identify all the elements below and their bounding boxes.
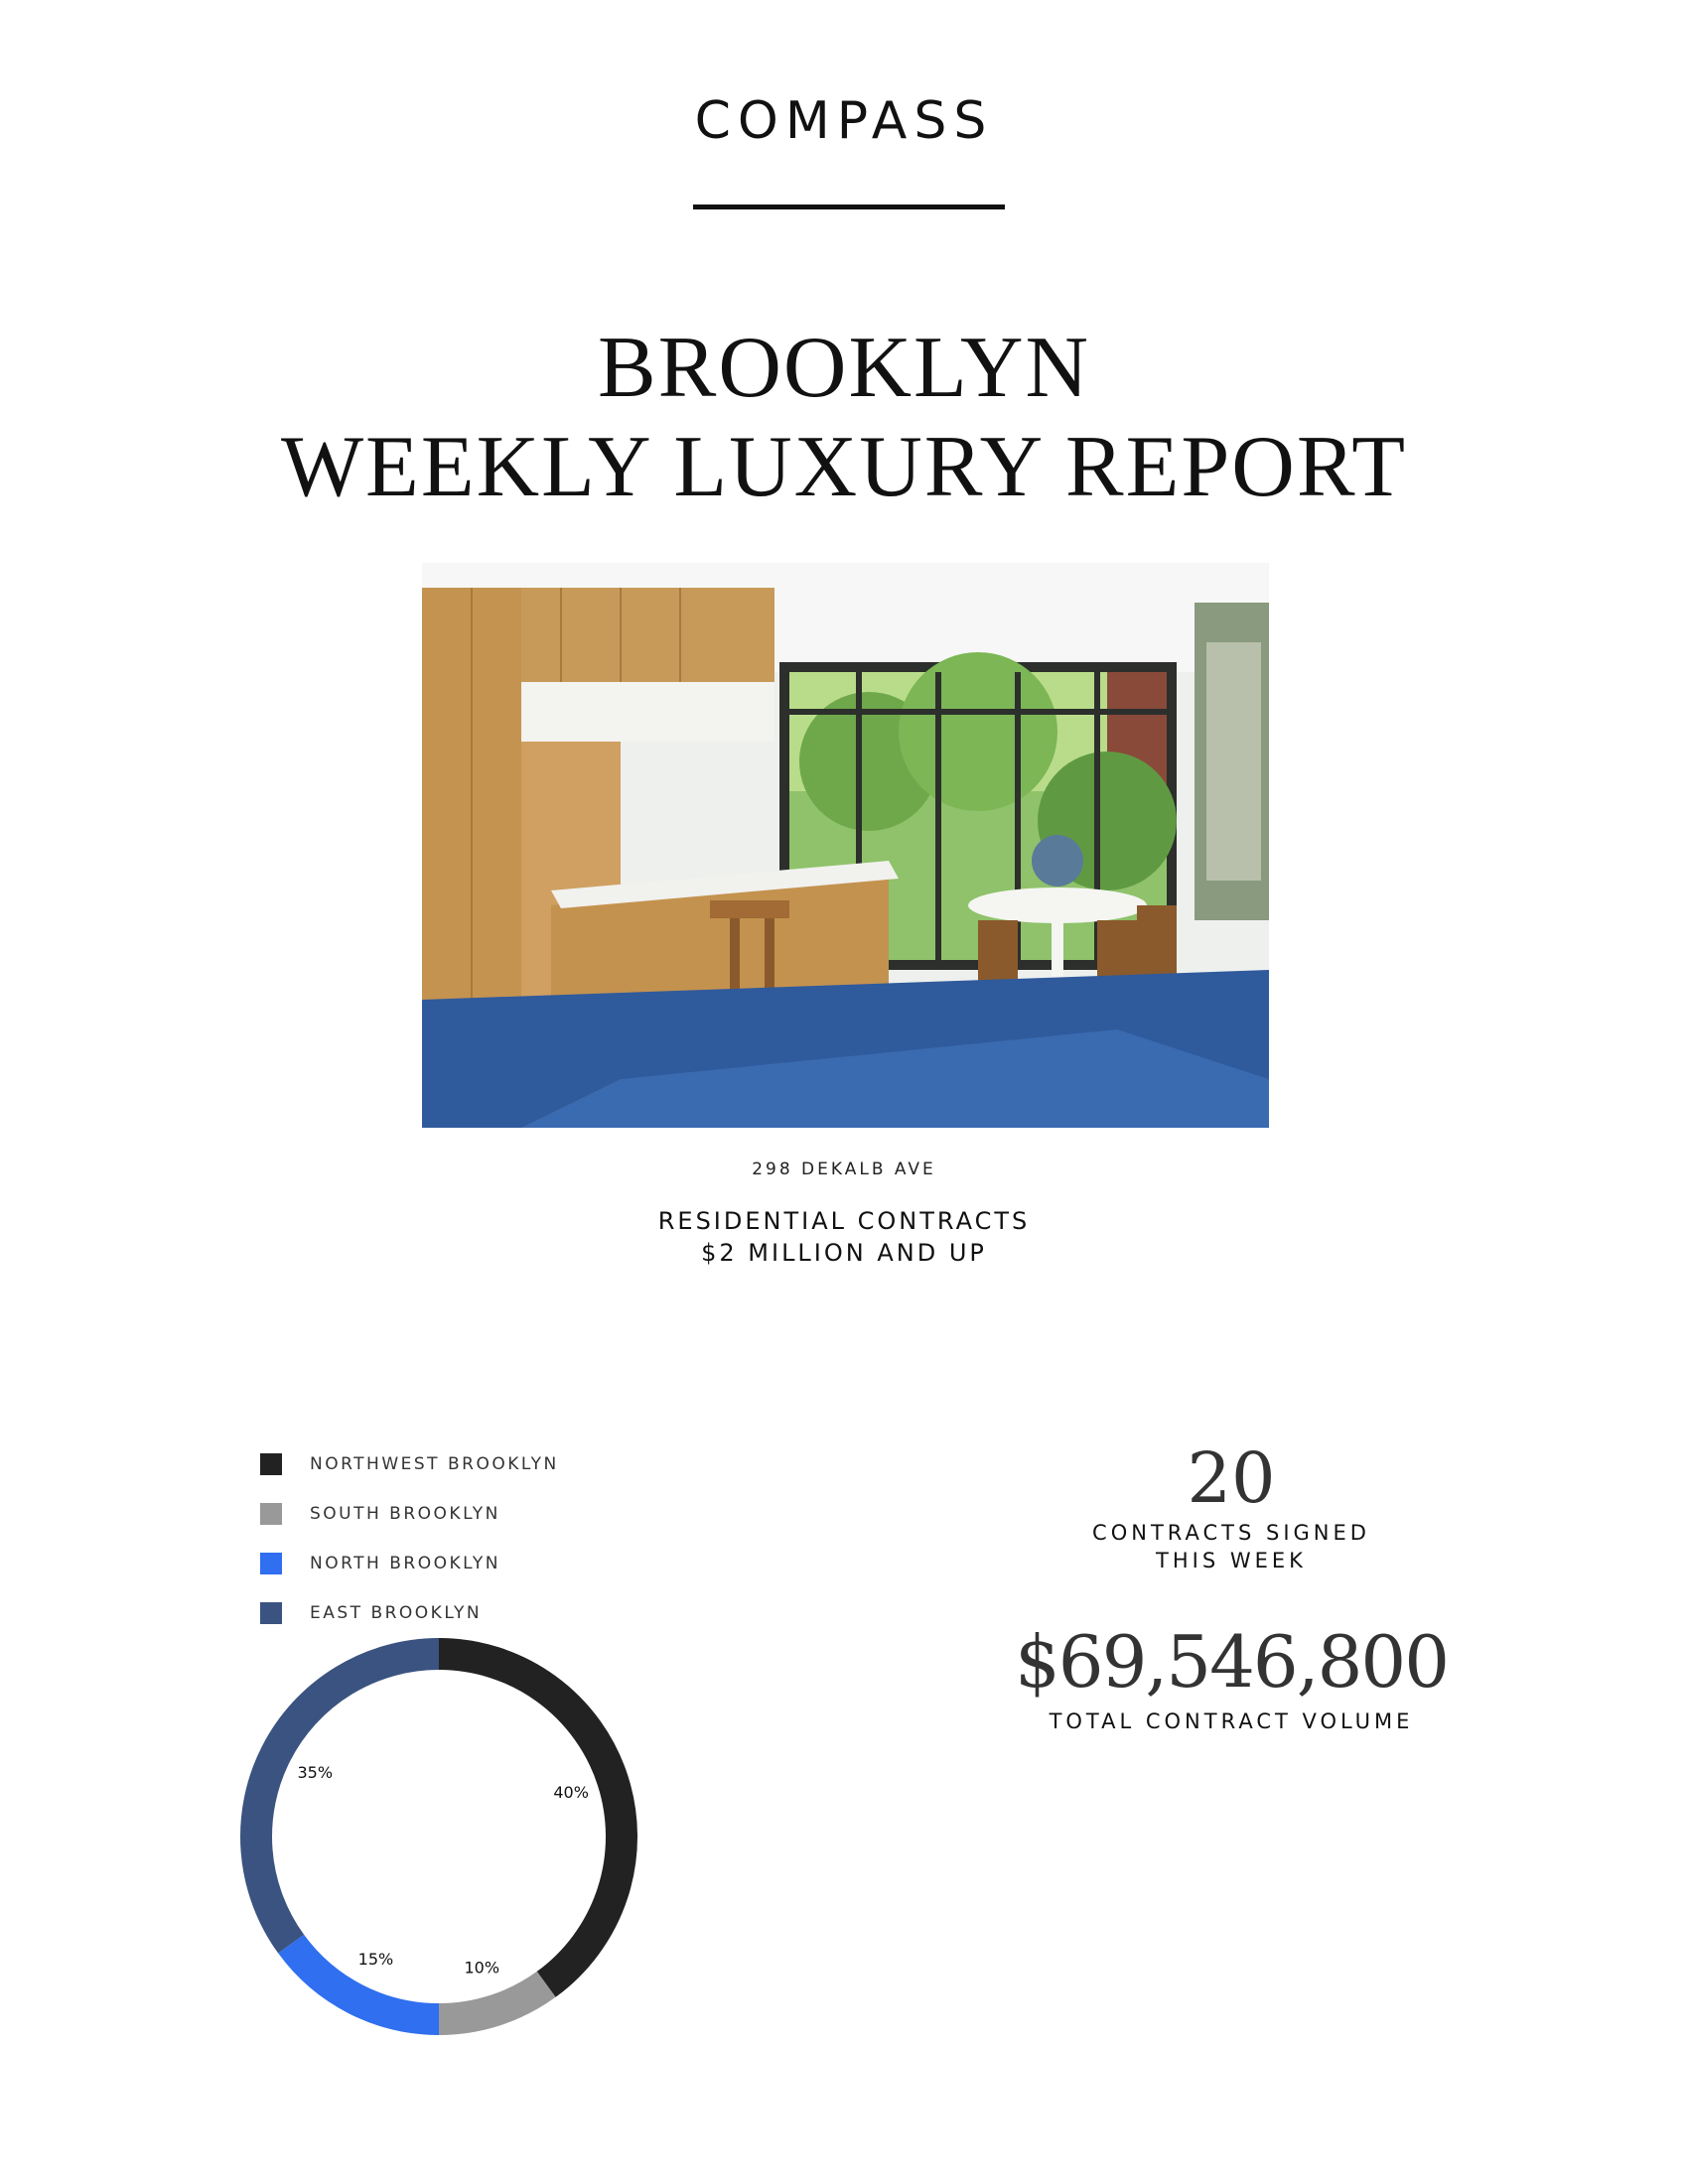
donut-label-east: 35%	[297, 1762, 334, 1782]
legend-swatch-south	[260, 1503, 282, 1525]
report-title-line-1: BROOKLYN	[597, 320, 1091, 416]
legend-swatch-east	[260, 1602, 282, 1624]
legend-item-east	[260, 1588, 559, 1638]
donut-slice-east	[256, 1654, 439, 1944]
logo-divider	[693, 205, 1005, 209]
total-volume-label: TOTAL CONTRACT VOLUME	[1049, 1709, 1414, 1733]
property-photo	[422, 563, 1269, 1128]
donut-label-northwest: 40%	[553, 1783, 589, 1803]
report-title-line-2: WEEKLY LUXURY REPORT	[281, 419, 1407, 515]
legend-label-east: EAST BROOKLYN	[310, 1603, 483, 1623]
donut-label-north: 15%	[357, 1950, 394, 1970]
chart-legend	[260, 1439, 559, 1638]
donut-slice-northwest	[439, 1654, 622, 1984]
donut-slice-south	[439, 1984, 546, 2019]
contracts-count: 20	[1187, 1437, 1276, 1519]
legend-label-northwest: NORTHWEST BROOKLYN	[310, 1454, 559, 1474]
legend-swatch-northwest	[260, 1453, 282, 1475]
contracts-label-line-2: THIS WEEK	[1156, 1549, 1307, 1572]
contracts-label-line-1: CONTRACTS SIGNED	[1092, 1521, 1370, 1545]
region-donut-chart	[238, 1636, 639, 2037]
compass-logo: COMPASS	[694, 91, 994, 151]
legend-label-south: SOUTH BROOKLYN	[310, 1504, 500, 1524]
legend-item-north	[260, 1539, 559, 1588]
total-contract-volume: $69,546,800	[1014, 1620, 1449, 1704]
donut-label-south: 10%	[464, 1958, 500, 1978]
report-subtitle-line-2: $2 MILLION AND UP	[701, 1239, 987, 1267]
legend-label-north: NORTH BROOKLYN	[310, 1554, 500, 1573]
legend-swatch-north	[260, 1553, 282, 1574]
photo-caption: 298 DEKALB AVE	[752, 1160, 936, 1179]
legend-item-northwest	[260, 1439, 559, 1489]
legend-item-south	[260, 1489, 559, 1539]
report-subtitle-line-1: RESIDENTIAL CONTRACTS	[657, 1207, 1031, 1235]
